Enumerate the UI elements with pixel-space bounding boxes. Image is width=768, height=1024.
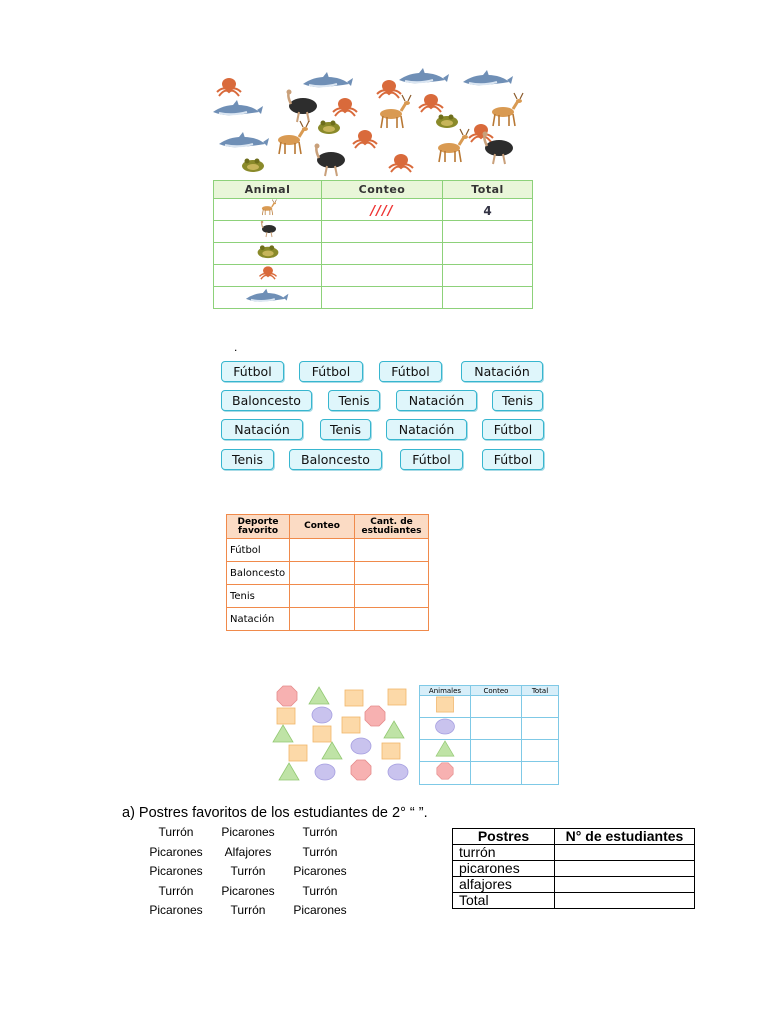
question-title: a) Postres favoritos de los estudiantes de 2° “ ”. <box>122 805 428 821</box>
header-conteo: Conteo <box>290 515 355 539</box>
header-total: Total <box>522 686 559 696</box>
dessert-word: Picarones <box>293 864 347 878</box>
list-item <box>140 845 370 865</box>
dessert-word: Turrón <box>158 825 194 839</box>
octagon-icon <box>420 762 471 785</box>
sport-chip: Baloncesto <box>221 390 312 411</box>
dessert-word: Turrón <box>302 883 338 898</box>
table-row <box>227 539 429 562</box>
total-cell[interactable] <box>522 696 559 718</box>
dessert-word: Picarones <box>221 883 275 898</box>
header-conteo: Conteo <box>471 686 522 696</box>
tally-cell[interactable] <box>322 287 443 309</box>
tally-cell[interactable] <box>471 762 522 785</box>
tally-cell[interactable] <box>322 221 443 243</box>
sport-chip: Natación <box>461 361 543 382</box>
table-row <box>420 740 559 762</box>
table-row <box>420 718 559 740</box>
dessert-word: Turrón <box>230 864 266 878</box>
table-row <box>214 265 533 287</box>
header-num-estudiantes: N° de estudiantes <box>555 829 695 845</box>
count-cell[interactable] <box>555 861 695 877</box>
count-cell[interactable] <box>555 893 695 909</box>
dessert-word: Turrón <box>302 825 338 839</box>
total-label: Total <box>453 893 555 909</box>
sport-chip: Tenis <box>320 419 371 440</box>
tally-cell[interactable] <box>322 265 443 287</box>
table-row <box>214 221 533 243</box>
table-row <box>453 893 695 909</box>
total-cell[interactable] <box>443 243 533 265</box>
dessert-label: alfajores <box>453 877 555 893</box>
shapes-scene <box>270 683 415 783</box>
sport-label: Natación <box>227 608 290 631</box>
sport-chip: Fútbol <box>482 419 544 440</box>
dessert-word: Alfajores <box>224 844 272 859</box>
list-item <box>140 864 370 884</box>
sport-chip: Tenis <box>221 449 274 470</box>
table-row <box>420 696 559 718</box>
tally-cell[interactable] <box>322 243 443 265</box>
dessert-word: Picarones <box>293 903 347 917</box>
sport-chip: Natación <box>221 419 303 440</box>
dessert-word-grid <box>140 825 370 923</box>
table-row <box>453 861 695 877</box>
octopus-icon <box>214 265 322 287</box>
header-deporte: Deporte favorito <box>227 515 290 539</box>
tally-marks: //// <box>370 204 394 219</box>
table-row <box>214 287 533 309</box>
sport-chip: Fútbol <box>221 361 284 382</box>
total-cell[interactable] <box>443 221 533 243</box>
sport-chip: Baloncesto <box>289 449 382 470</box>
header-conteo: Conteo <box>322 181 443 199</box>
deer-icon <box>214 199 322 221</box>
header-cantidad: Cant. de estudiantes <box>355 515 429 539</box>
dessert-word: Turrón <box>302 844 338 859</box>
tally-cell[interactable] <box>471 696 522 718</box>
dessert-word: Picarones <box>149 864 203 878</box>
list-item <box>140 884 370 904</box>
animal-tally-table <box>213 180 533 309</box>
total-cell[interactable] <box>522 740 559 762</box>
tally-cell[interactable] <box>290 539 355 562</box>
ostrich-icon <box>214 221 322 243</box>
count-cell[interactable] <box>355 585 429 608</box>
total-cell[interactable] <box>443 265 533 287</box>
sport-chip: Tenis <box>328 390 380 411</box>
count-cell[interactable] <box>355 539 429 562</box>
sport-chip: Tenis <box>492 390 543 411</box>
header-total: Total <box>443 181 533 199</box>
dessert-word: Picarones <box>149 844 203 859</box>
total-cell[interactable] <box>443 199 533 221</box>
table-row <box>227 562 429 585</box>
tally-cell[interactable] <box>471 740 522 762</box>
sport-label: Fútbol <box>227 539 290 562</box>
table-row <box>453 877 695 893</box>
dessert-count-table <box>452 828 695 909</box>
tally-cell[interactable] <box>290 608 355 631</box>
dessert-word: Picarones <box>221 825 275 839</box>
list-item <box>140 825 370 845</box>
table-row <box>420 762 559 785</box>
dessert-label: picarones <box>453 861 555 877</box>
sport-chip: Natación <box>386 419 467 440</box>
sport-chip: Natación <box>396 390 477 411</box>
count-cell[interactable] <box>355 562 429 585</box>
tally-cell[interactable] <box>290 585 355 608</box>
tally-cell[interactable] <box>471 718 522 740</box>
animal-scene <box>205 62 535 180</box>
list-item <box>140 903 370 923</box>
tally-cell[interactable] <box>322 199 443 221</box>
total-cell[interactable] <box>522 718 559 740</box>
count-cell[interactable] <box>355 608 429 631</box>
table-row <box>214 199 533 221</box>
total-cell[interactable] <box>443 287 533 309</box>
sport-label: Baloncesto <box>227 562 290 585</box>
header-animales: Animales <box>420 686 471 696</box>
header-postres: Postres <box>453 829 555 845</box>
table-row <box>227 608 429 631</box>
circle-icon <box>420 718 471 740</box>
square-icon <box>420 696 471 718</box>
dot-mark: . <box>234 340 238 354</box>
table-row <box>227 585 429 608</box>
dessert-word: Picarones <box>149 903 203 917</box>
frog-icon <box>214 243 322 265</box>
total-value: 4 <box>483 204 492 218</box>
table-row <box>214 243 533 265</box>
count-cell[interactable] <box>555 877 695 893</box>
sports-tally-table <box>226 514 429 631</box>
sport-chip: Fútbol <box>400 449 463 470</box>
sport-chip: Fútbol <box>379 361 442 382</box>
table-row <box>453 845 695 861</box>
count-cell[interactable] <box>555 845 695 861</box>
sport-chip: Fútbol <box>299 361 363 382</box>
dessert-label: turrón <box>453 845 555 861</box>
triangle-icon <box>420 740 471 762</box>
header-animal: Animal <box>214 181 322 199</box>
dessert-word: Turrón <box>158 883 194 898</box>
shapes-tally-table <box>419 685 559 785</box>
tally-cell[interactable] <box>290 562 355 585</box>
sport-label: Tenis <box>227 585 290 608</box>
total-cell[interactable] <box>522 762 559 785</box>
sport-chip: Fútbol <box>482 449 544 470</box>
dessert-word: Turrón <box>230 903 266 917</box>
dolphin-icon <box>214 287 322 309</box>
